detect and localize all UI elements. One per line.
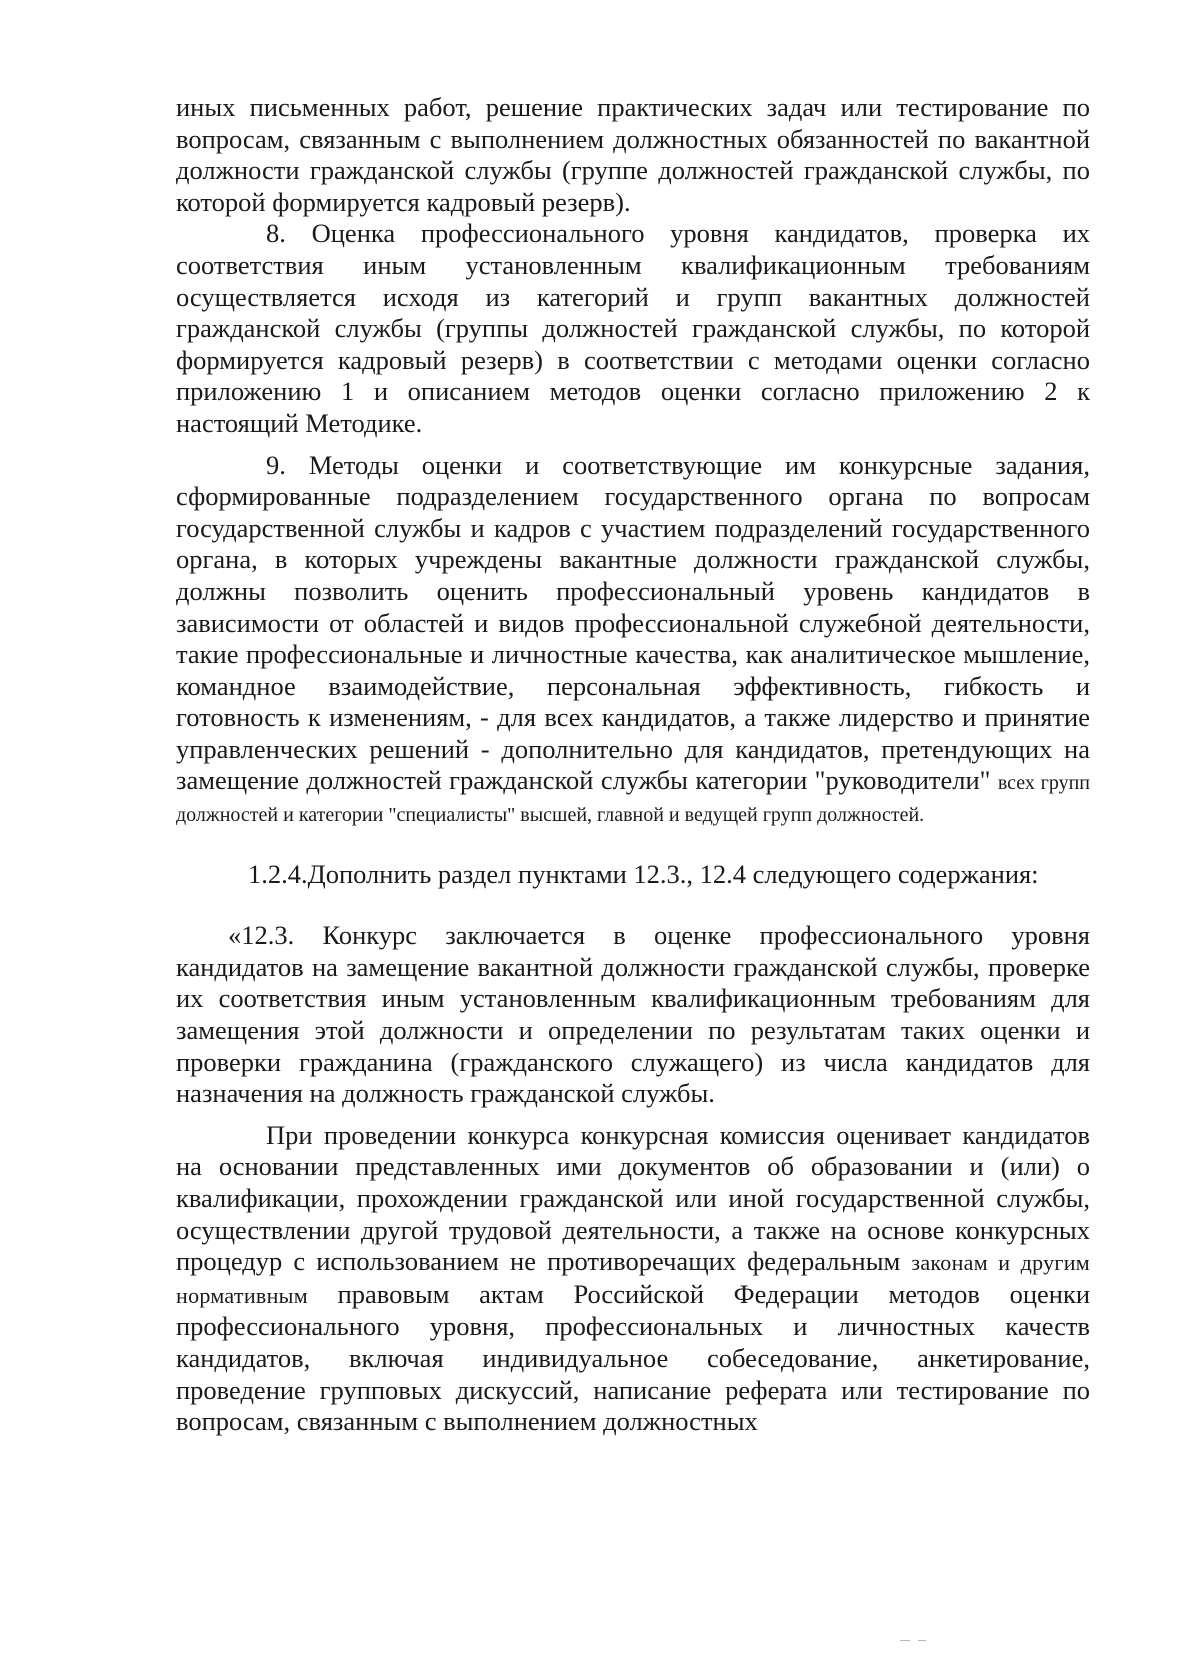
paragraph-last-part1: При проведении конкурса конкурсная комиссия оценивает кандидатов на основании представленных ими документов об образовании и (или) о квалификации, прохождении гражданской или иной государственной службы, осуществлении другой трудовой деятельности, а также на основе конкурсных процедур с использованием не противоречащих федеральным (176, 1119, 1090, 1277)
paragraph-12-3: «12.3. Конкурс заключается в оценке профессионального уровня кандидатов на замещение вакантной должности гражданской службы, проверке их соответствия иным установленным квалификационным требованиям для замещения этой должности и определении по результатам таких оценки и проверки гражданина (гражданского служащего) из числа кандидатов для назначения на должность гражданской службы. (176, 920, 1090, 1109)
scan-artifact-mark (900, 1640, 910, 1641)
scan-artifact-mark (918, 1640, 926, 1641)
paragraph-last-part2: правовым актам Российской Федерации методов оценки профессионального уровня, профессиональных и личностных качеств кандидатов, включая индивидуальное собеседование, анкетирование, проведение групповых дискуссий, написание реферата или тестирование по вопросам, связанным с выполнением должностных (176, 1278, 1091, 1437)
paragraph-9-main: 9. Методы оценки и соответствующие им конкурсные задания, сформированные подразделением государственного органа по вопросам государственной службы и кадров с участием подразделений государственного органа, в которых учреждены вакантные должности гражданской службы, должны позволить оценить профессиональный уровень кандидатов в зависимости от областей и видов профессиональной служебной деятельности, такие профессиональные и личностные качества, как аналитическое мышление, командное взаимодействие, персональная эффективность, гибкость и готовность к изменениям, - для всех кандидатов, а также лидерство и принятие управленческих решений - дополнительно для кандидатов, претендующих на замещение должностей гражданской службы категории "руководители" (176, 449, 1090, 796)
document-page (176, 92, 1090, 1438)
paragraph-last (176, 1120, 1090, 1438)
paragraph-last-compressed: законам и другим нормативным (176, 1250, 1091, 1308)
paragraph-8: 8. Оценка профессионального уровня кандидатов, проверка их соответствия иным установленным квалификационным требованиям осуществляется исходя из категорий и групп вакантных должностей гражданской службы (группы должностей гражданской службы, по которой формируется кадровый резерв) в соответствии с методами оценки согласно приложению 1 и описанием методов оценки согласно приложению 2 к настоящий Методике. (176, 218, 1090, 438)
paragraph-9 (176, 450, 1090, 829)
section-heading: 1.2.4.Дополнить раздел пунктами 12.3., 12.4 следующего содержания: (248, 858, 1039, 889)
paragraph-continuation: иных письменных работ, решение практических задач или тестирование по вопросам, связанным с выполнением должностных обязанностей по вакантной должности гражданской службы (группе должностей гражданской службы, по которой формируется кадровый резерв). (176, 92, 1090, 217)
paragraph-9-tail: всех групп должностей и категории "специалисты" высшей, главной и ведущей групп должностей. (176, 772, 1090, 827)
